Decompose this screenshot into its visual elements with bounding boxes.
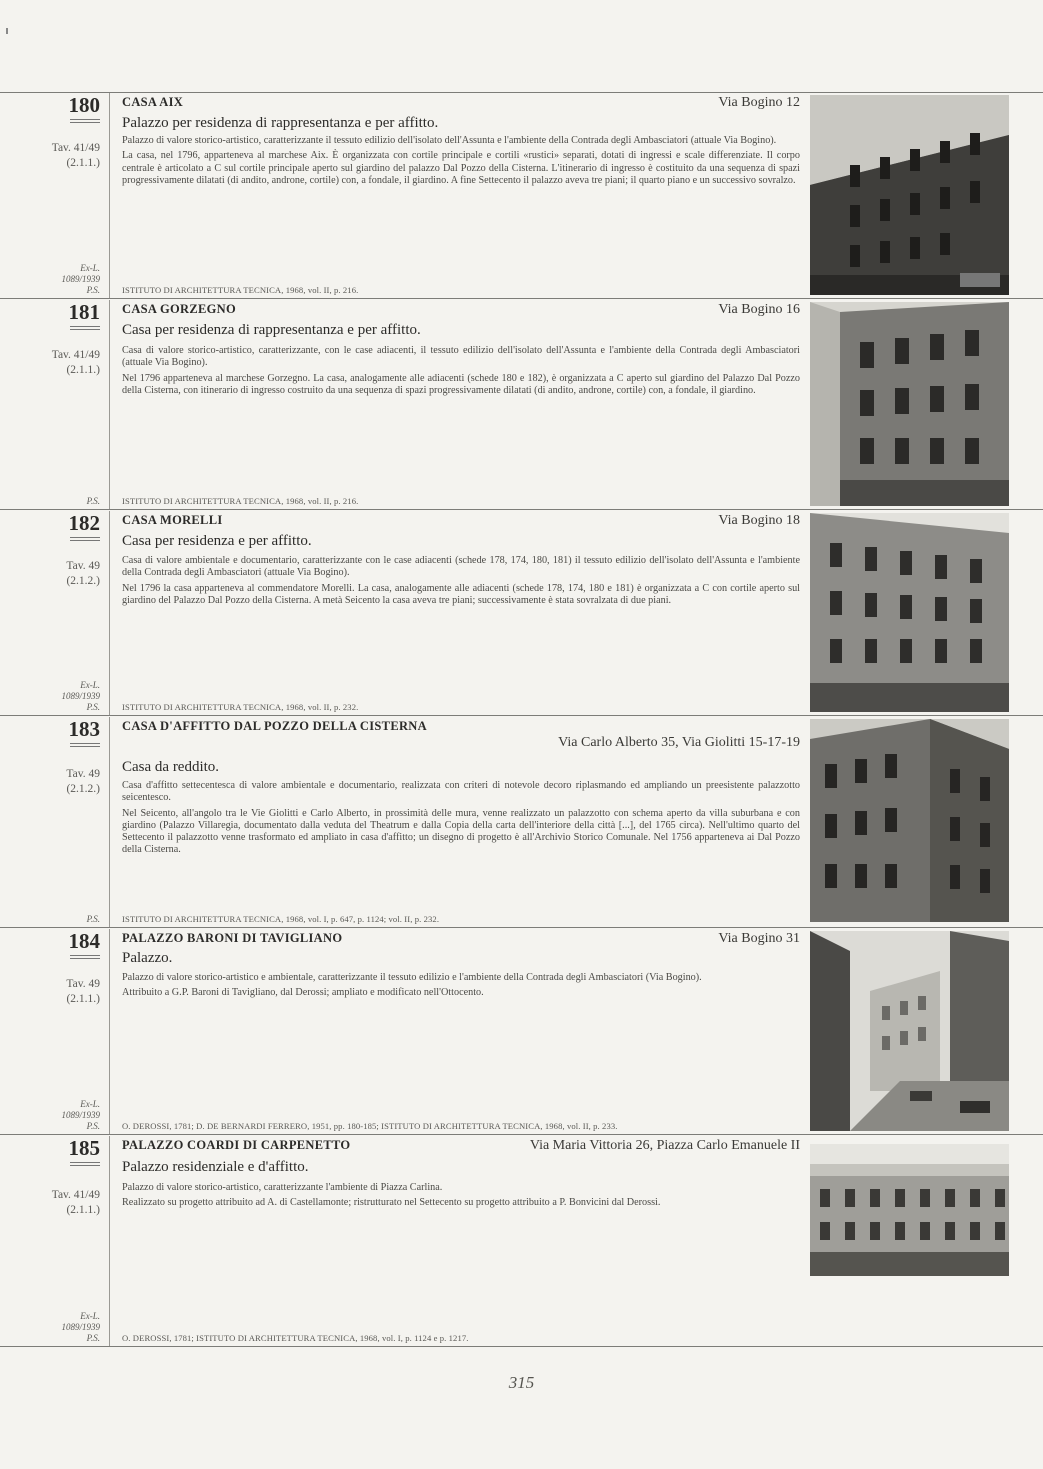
legal-status [61, 1311, 100, 1344]
entry-address: Via Bogino 12 [718, 95, 800, 110]
entry-header [122, 511, 800, 529]
legal-status [61, 680, 100, 713]
tavola-code: (2.1.1.) [66, 993, 100, 1005]
entry-index-column [0, 717, 110, 927]
legal-status-line: P.S. [86, 702, 100, 712]
entry-title: PALAZZO BARONI DI TAVIGLIANO [122, 931, 343, 945]
entry-header [122, 300, 800, 318]
entry-title: CASA AIX [122, 95, 184, 109]
legal-status [87, 914, 100, 925]
tavola-ref [66, 559, 100, 589]
tavola-code: (2.1.2.) [66, 783, 100, 795]
entry-180 [0, 93, 1043, 299]
entry-paragraph: Palazzo di valore storico-artistico, caratterizzante l'ambiente di Piazza Carlina. [122, 1182, 443, 1193]
number-rule [70, 540, 100, 541]
entry-185 [0, 1136, 1043, 1347]
entry-body [122, 780, 800, 860]
entry-content [122, 93, 800, 298]
entry-address: Via Bogino 18 [718, 513, 800, 528]
entry-title: PALAZZO COARDI DI CARPENETTO [122, 1138, 351, 1152]
tavola-code: (2.1.1.) [66, 364, 100, 376]
entry-paragraph: Casa d'affitto settecentesca di valore ambientale e documentario, realizzata con criteri di notevole decoro riplasmando ed ampliando un preesistente palazzotto seicentesco. [122, 780, 800, 804]
tavola-label: Tav. 49 [66, 560, 100, 572]
entry-paragraph: Casa di valore storico-artistico, caratterizzante, con le case adiacenti, il tessuto edilizio dell'isolato dell'Assunta e l'ambiente della Contrada degli Ambasciatori (attuale Via Bogino). [122, 345, 800, 369]
page-number: 315 [508, 1373, 535, 1392]
number-rule [70, 1165, 100, 1166]
entry-body [122, 972, 800, 1003]
entry-reference: ISTITUTO DI ARCHITETTURA TECNICA, 1968, vol. II, p. 216. [122, 496, 359, 506]
tavola-label: Tav. 41/49 [51, 1189, 100, 1201]
legal-status-line: 1089/1939 [61, 1110, 100, 1120]
entry-subtitle: Palazzo. [122, 950, 173, 966]
entry-subtitle: Casa da reddito. [122, 759, 220, 775]
legal-status-line: P.S. [86, 285, 100, 295]
entry-body [122, 555, 800, 610]
tavola-code: (2.1.1.) [66, 1204, 100, 1216]
entry-number: 185 [68, 1136, 100, 1160]
entry-subtitle: Casa per residenza e per affitto. [122, 533, 312, 549]
entry-paragraph: Realizzato su progetto attribuito ad A. di Castellamonte; ristrutturato nel Settecento su progetto attribuito a P. Bonvicini dal Derossi. [122, 1197, 661, 1209]
legal-status [61, 1099, 100, 1132]
tavola-label: Tav. 49 [66, 768, 100, 780]
entry-address: Via Bogino 31 [718, 931, 800, 946]
entry-title: CASA MORELLI [122, 513, 223, 527]
entry-subtitle: Casa per residenza di rappresentanza e per affitto. [122, 322, 421, 338]
legal-status [61, 263, 100, 296]
legal-status-line: P.S. [86, 914, 100, 924]
legal-status [87, 496, 100, 507]
entry-reference: ISTITUTO DI ARCHITETTURA TECNICA, 1968, vol. II, p. 216. [122, 285, 359, 295]
entry-header [122, 717, 800, 753]
entry-content [122, 1136, 800, 1346]
entry-index-column [0, 511, 110, 715]
number-rule [70, 743, 100, 744]
entry-header [122, 93, 800, 111]
entry-paragraph: Attribuito a G.P. Baroni di Tavigliano, dal Derossi; ampliato e modificato nell'Ottocento. [122, 987, 484, 999]
entry-183 [0, 717, 1043, 928]
entry-paragraph: Palazzo di valore storico-artistico, caratterizzante il tessuto edilizio dell'isolato dell'Assunta e l'ambiente della Contrada degli Ambasciatori (attuale Via Bogino). [122, 135, 777, 146]
tavola-label: Tav. 41/49 [51, 142, 100, 154]
number-rule [70, 119, 100, 120]
tavola-ref [52, 1188, 100, 1218]
entry-body [122, 345, 800, 400]
entry-reference: O. DEROSSI, 1781; D. DE BERNARDI FERRERO, 1951, pp. 180-185; ISTITUTO DI ARCHITETTURA TECNICA, 1968, vol. II, p. 233. [122, 1121, 618, 1131]
legal-status-line: Ex-L. [80, 263, 100, 273]
entry-paragraph: Nel 1796 apparteneva al marchese Gorzegno. La casa, analogamente alle adiacenti (schede 180 e 182), è organizzata a C aperto sul giardino del Palazzo Dal Pozzo della Cisterna, con itinerario di ingresso costruito da una sequenza di spazi progressivamente dilatati (di andito, androne, cortile) con, a fondale, il giardino. [122, 372, 800, 396]
entry-index-column [0, 929, 110, 1134]
entry-paragraph: Nel Seicento, all'angolo tra le Vie Giolitti e Carlo Alberto, in prossimità delle mura, venne realizzato un palazzotto con schema aperto da villa suburbana e con giardino (Palazzo Villaregia, documentato dalla veduta del Theatrum e dalla Copia della carta dell'interiore della città [...], del 1765 circa). Nell'ultimo quarto del Settecento il palazzotto venne trasformato ed ampliato in casa d'affitto; un disegno di progetto è all'Archivio Storico Comunale. Nel 1756 apparteneva ai Dal Pozzo della Cisterna. [122, 807, 800, 856]
entry-index-column [0, 300, 110, 509]
number-rule [70, 122, 100, 123]
tavola-label: Tav. 41/49 [51, 349, 100, 361]
entry-reference: ISTITUTO DI ARCHITETTURA TECNICA, 1968, vol. II, p. 232. [122, 702, 359, 712]
tavola-label: Tav. 49 [66, 978, 100, 990]
entry-182 [0, 511, 1043, 716]
tavola-code: (2.1.1.) [66, 157, 100, 169]
entry-body [122, 135, 800, 190]
building-photo [810, 513, 1009, 712]
entry-subtitle: Palazzo residenziale e d'affitto. [122, 1159, 309, 1175]
entry-content [122, 300, 800, 509]
entry-address: Via Maria Vittoria 26, Piazza Carlo Emanuele II [529, 1138, 800, 1153]
scan-mark [6, 28, 8, 34]
legal-status-line: 1089/1939 [61, 1322, 100, 1332]
legal-status-line: 1089/1939 [61, 274, 100, 284]
entry-reference: ISTITUTO DI ARCHITETTURA TECNICA, 1968, vol. I, p. 647, p. 1124; vol. II, p. 232. [122, 914, 440, 924]
entry-number: 183 [68, 717, 100, 741]
entry-title: CASA GORZEGNO [122, 302, 236, 316]
entry-address: Via Carlo Alberto 35, Via Giolitti 15-17-19 [558, 735, 800, 750]
tavola-ref [66, 977, 100, 1007]
tavola-ref [52, 141, 100, 171]
legal-status-line: P.S. [86, 1333, 100, 1343]
building-photo [810, 931, 1009, 1131]
entry-number: 181 [68, 300, 100, 324]
tavola-ref [52, 348, 100, 378]
number-rule [70, 958, 100, 959]
entry-number: 180 [68, 93, 100, 117]
building-photo [810, 719, 1009, 922]
entry-content [122, 929, 800, 1134]
entry-address: Via Bogino 16 [718, 302, 800, 317]
entry-paragraph: La casa, nel 1796, apparteneva al marchese Aix. È organizzata con cortile principale e cortili «rustici» separati, dotati di ingressi e scale differenziate. Il corpo centrale è articolato a C sul cortile principale aperto sul giardino del palazzo Dal Pozzo della Cisterna. L'itinerario di ingresso è costituito da una sequenza di spazi progressivamente dilatati (di andito, androne, cortile) con, a fondale, il giardino. A fine Settecento il palazzo aveva tre piani; il quarto piano e un successivo sovralzo. [122, 150, 800, 186]
entry-181 [0, 300, 1043, 510]
tavola-code: (2.1.2.) [66, 575, 100, 587]
legal-status-line: P.S. [86, 496, 100, 506]
entry-title: CASA D'AFFITTO DAL POZZO DELLA CISTERNA [122, 719, 427, 733]
entry-header [122, 1136, 800, 1154]
building-photo [810, 302, 1009, 506]
building-photo [810, 1144, 1009, 1276]
entry-index-column [0, 93, 110, 298]
entry-paragraph: Palazzo di valore storico-artistico e ambientale, caratterizzante il tessuto edilizio e l'ambiente della Contrada degli Ambasciatori (Via Bogino). [122, 972, 702, 983]
legal-status-line: Ex-L. [80, 680, 100, 690]
legal-status-line: P.S. [86, 1121, 100, 1131]
tavola-ref [66, 767, 100, 797]
number-rule [70, 326, 100, 327]
entry-reference: O. DEROSSI, 1781; ISTITUTO DI ARCHITETTURA TECNICA, 1968, vol. I, p. 1124 e p. 1217. [122, 1333, 469, 1343]
legal-status-line: Ex-L. [80, 1311, 100, 1321]
entry-content [122, 511, 800, 715]
entry-subtitle: Palazzo per residenza di rappresentanza e per affitto. [122, 115, 439, 131]
entry-index-column [0, 1136, 110, 1346]
number-rule [70, 1162, 100, 1163]
entry-number: 182 [68, 511, 100, 535]
entry-header [122, 929, 800, 947]
entry-184 [0, 929, 1043, 1135]
number-rule [70, 329, 100, 330]
entry-body [122, 1182, 800, 1213]
entry-paragraph: Casa di valore ambientale e documentario, caratterizzante con le case adiacenti (schede 178, 174, 180, 181) il tessuto edilizio dell'isolato dell'Assunta e l'ambiente della Contrada degli Ambasciatori (attuale Via Bogino). [122, 555, 800, 579]
legal-status-line: Ex-L. [80, 1099, 100, 1109]
building-photo [810, 95, 1009, 295]
entry-paragraph: Nel 1796 la casa apparteneva al commendatore Morelli. La casa, analogamente alle adiacenti (schede 178, 174, 180 e 181) è organizzata a C con cortile aperto sul giardino del Palazzo Dal Pozzo della Cisterna. A metà Seicento la casa aveva tre piani; successivamente è stata sovralzata di due piani. [122, 582, 800, 606]
number-rule [70, 955, 100, 956]
entry-number: 184 [68, 929, 100, 953]
number-rule [70, 746, 100, 747]
legal-status-line: 1089/1939 [61, 691, 100, 701]
entry-content [122, 717, 800, 927]
number-rule [70, 537, 100, 538]
